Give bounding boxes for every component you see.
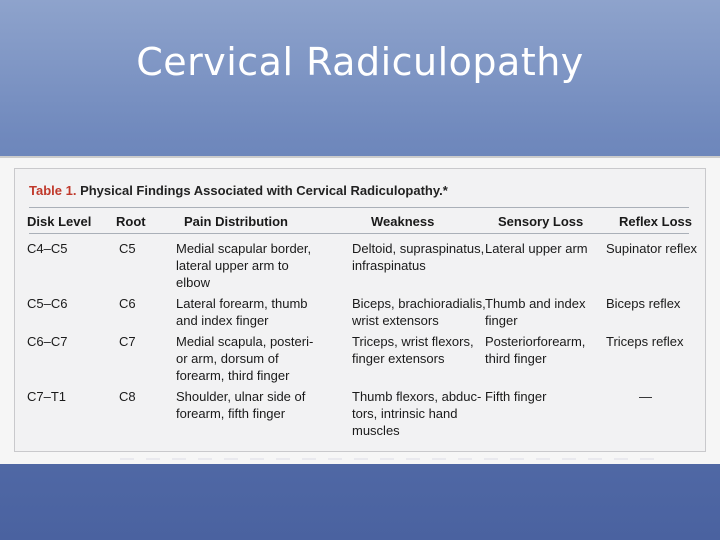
row1-reflex-loss: Supinator reflex (606, 241, 698, 256)
row4-sensory-loss: Fifth finger (485, 389, 547, 404)
row3-sensory-loss: Posteriorforearm, third finger (485, 334, 586, 366)
slide-title: Cervical Radiculopathy (136, 40, 584, 84)
row2-disk-level: C5–C6 (27, 296, 68, 311)
row4-root: C8 (119, 389, 136, 404)
header-root: Root (116, 214, 146, 229)
header-pain-distribution: Pain Distribution (184, 214, 288, 229)
findings-table (14, 168, 706, 452)
row3-root: C7 (119, 334, 136, 349)
row2-sensory-loss: Thumb and index finger (485, 296, 586, 328)
table-figure (0, 156, 720, 464)
row2-pain-distribution: Lateral forearm, thumb and index finger (176, 296, 308, 328)
row2-reflex-loss: Biceps reflex (606, 296, 681, 311)
header-weakness: Weakness (371, 214, 435, 229)
row1-pain-distribution: Medial scapular border, lateral upper arm to elbow (176, 241, 312, 290)
row1-root: C5 (119, 241, 136, 256)
caption-rule (29, 207, 689, 208)
table-caption (29, 183, 448, 198)
row2-root: C6 (119, 296, 136, 311)
cropped-footnote-edge (120, 458, 660, 460)
row4-weakness: Thumb flexors, abduc- tors, intrinsic hand muscles (352, 389, 482, 438)
header-reflex-loss: Reflex Loss (619, 214, 692, 229)
header-sensory-loss: Sensory Loss (498, 214, 584, 229)
table-caption-text: Physical Findings Associated with Cervical Radiculopathy.* (76, 183, 448, 198)
row4-reflex-loss: — (639, 389, 652, 404)
row1-disk-level: C4–C5 (27, 241, 68, 256)
row3-weakness: Triceps, wrist flexors, finger extensors (352, 334, 474, 366)
header-rule (29, 233, 689, 234)
row3-reflex-loss: Triceps reflex (606, 334, 684, 349)
row3-pain-distribution: Medial scapula, posteri- or arm, dorsum of forearm, third finger (176, 334, 314, 383)
row4-disk-level: C7–T1 (27, 389, 67, 404)
row1-weakness: Deltoid, supraspinatus, infraspinatus (352, 241, 485, 273)
row3-disk-level: C6–C7 (27, 334, 68, 349)
row4-pain-distribution: Shoulder, ulnar side of forearm, fifth finger (176, 389, 306, 421)
row2-weakness: Biceps, brachioradialis, wrist extensors (352, 296, 486, 328)
table-caption-label: Table 1. (29, 183, 77, 198)
row1-sensory-loss: Lateral upper arm (485, 241, 588, 256)
header-disk-level: Disk Level (27, 214, 92, 229)
